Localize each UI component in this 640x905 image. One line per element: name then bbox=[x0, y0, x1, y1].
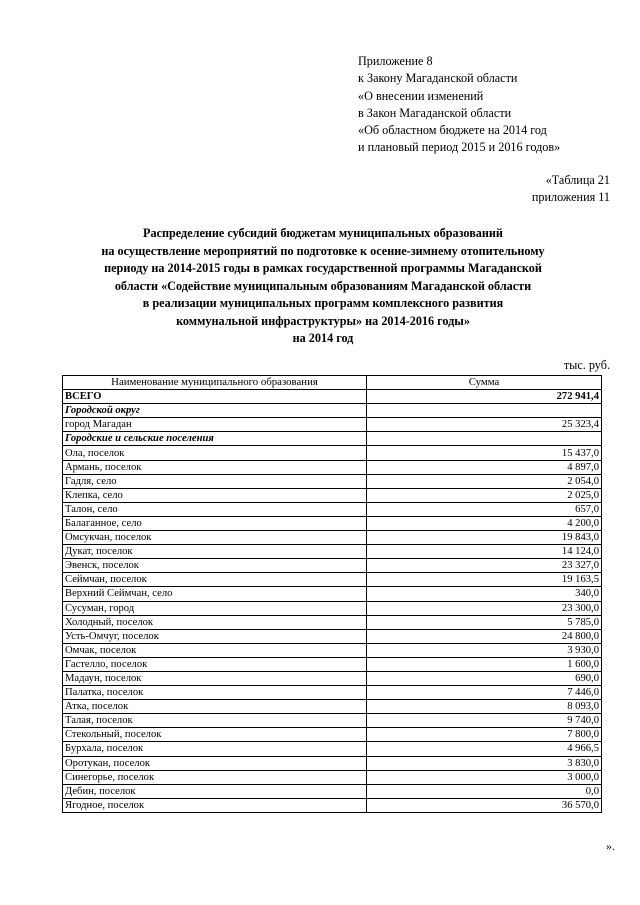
title-line: в реализации муниципальных программ комплексного развития bbox=[142, 296, 504, 310]
subsidy-amount: 23 300,0 bbox=[367, 601, 602, 615]
municipality-name: Стекольный, поселок bbox=[63, 728, 367, 742]
subsidy-amount: 690,0 bbox=[367, 671, 602, 685]
table-row bbox=[63, 601, 602, 615]
subsidy-amount: 4 897,0 bbox=[367, 460, 602, 474]
table-row bbox=[63, 573, 602, 587]
subsidy-amount: 657,0 bbox=[367, 502, 602, 516]
appendix-line: Приложение 8 bbox=[358, 54, 433, 68]
municipality-name: Верхний Сеймчан, село bbox=[63, 587, 367, 601]
table-reference-line: «Таблица 21 bbox=[545, 173, 610, 187]
document-title bbox=[40, 225, 606, 348]
municipality-name: Дукат, поселок bbox=[63, 545, 367, 559]
appendix-line: к Закону Магаданской области bbox=[358, 71, 518, 86]
header-sum-cell: Сумма bbox=[367, 376, 602, 390]
municipality-name: Мадаун, поселок bbox=[63, 671, 367, 685]
section-header-row bbox=[63, 404, 602, 418]
municipality-name: Атка, поселок bbox=[63, 700, 367, 714]
subsidy-amount: 1 600,0 bbox=[367, 657, 602, 671]
municipality-name: Сеймчан, поселок bbox=[63, 573, 367, 587]
table-row bbox=[63, 643, 602, 657]
section-title: Городские и сельские поселения bbox=[63, 432, 367, 446]
table-row bbox=[63, 784, 602, 798]
table-row bbox=[63, 418, 602, 432]
subsidy-amount: 5 785,0 bbox=[367, 615, 602, 629]
title-line: Распределение субсидий бюджетам муниципальных образований bbox=[143, 226, 503, 240]
table-row bbox=[63, 742, 602, 756]
municipality-name: Холодный, поселок bbox=[63, 615, 367, 629]
table-row bbox=[63, 714, 602, 728]
total-sum: 272 941,4 bbox=[367, 390, 602, 404]
municipality-name: Палатка, поселок bbox=[63, 686, 367, 700]
municipality-name: Гастелло, поселок bbox=[63, 657, 367, 671]
subsidy-amount: 340,0 bbox=[367, 587, 602, 601]
subsidy-amount: 7 446,0 bbox=[367, 686, 602, 700]
table-row bbox=[63, 502, 602, 516]
table-row bbox=[63, 700, 602, 714]
header-name-cell: Наименование муниципального образования bbox=[63, 376, 367, 390]
table-row bbox=[63, 756, 602, 770]
table-row bbox=[63, 587, 602, 601]
closing-quote: ». bbox=[606, 839, 615, 853]
subsidy-amount: 24 800,0 bbox=[367, 629, 602, 643]
municipality-name: Армань, поселок bbox=[63, 460, 367, 474]
subsidy-amount: 2 025,0 bbox=[367, 488, 602, 502]
total-row bbox=[63, 390, 602, 404]
total-label: ВСЕГО bbox=[63, 390, 367, 404]
municipality-name: Омсукчан, поселок bbox=[63, 531, 367, 545]
table-row bbox=[63, 531, 602, 545]
table-reference-line: приложения 11 bbox=[531, 190, 610, 205]
title-line: коммунальной инфраструктуры» на 2014-2016 годы» bbox=[176, 313, 470, 328]
appendix-line: «О внесении изменений bbox=[358, 88, 484, 103]
table-header-row bbox=[63, 376, 602, 390]
municipality-name: город Магадан bbox=[63, 418, 367, 432]
title-line: на осуществление мероприятий по подготовке к осенне-зимнему отопительному bbox=[101, 243, 545, 258]
section-title: Городской округ bbox=[63, 404, 367, 418]
table-row bbox=[63, 446, 602, 460]
table-row bbox=[63, 657, 602, 671]
municipality-name: Дебин, поселок bbox=[63, 784, 367, 798]
table-row bbox=[63, 460, 602, 474]
subsidy-amount: 23 327,0 bbox=[367, 559, 602, 573]
municipality-name: Гадля, село bbox=[63, 474, 367, 488]
subsidy-amount: 8 093,0 bbox=[367, 700, 602, 714]
table-row bbox=[63, 516, 602, 530]
municipality-name: Сусуман, город bbox=[63, 601, 367, 615]
subsidy-amount: 3 830,0 bbox=[367, 756, 602, 770]
municipality-name: Бурхала, поселок bbox=[63, 742, 367, 756]
title-line: на 2014 год bbox=[292, 331, 354, 345]
municipality-name: Клепка, село bbox=[63, 488, 367, 502]
subsidy-amount: 25 323,4 bbox=[367, 418, 602, 432]
subsidy-amount: 2 054,0 bbox=[367, 474, 602, 488]
units-label: тыс. руб. bbox=[563, 358, 610, 372]
subsidy-amount: 15 437,0 bbox=[367, 446, 602, 460]
municipality-name: Эвенск, поселок bbox=[63, 559, 367, 573]
municipality-name: Усть-Омчуг, поселок bbox=[63, 629, 367, 643]
section-sum-empty bbox=[367, 432, 602, 446]
table-row bbox=[63, 686, 602, 700]
municipality-name: Омчак, поселок bbox=[63, 643, 367, 657]
subsidy-amount: 36 570,0 bbox=[367, 798, 602, 812]
subsidy-amount: 9 740,0 bbox=[367, 714, 602, 728]
subsidy-amount: 7 800,0 bbox=[367, 728, 602, 742]
municipality-name: Талон, село bbox=[63, 502, 367, 516]
section-sum-empty bbox=[367, 404, 602, 418]
appendix-line: в Закон Магаданской области bbox=[358, 105, 512, 120]
table-reference bbox=[532, 172, 610, 207]
subsidy-amount: 3 000,0 bbox=[367, 770, 602, 784]
appendix-line: «Об областном бюджете на 2014 год bbox=[358, 123, 547, 138]
appendix-line: и плановый период 2015 и 2016 годов» bbox=[358, 140, 561, 155]
table-row bbox=[63, 615, 602, 629]
subsidy-amount: 0,0 bbox=[367, 784, 602, 798]
title-line: периоду на 2014-2015 годы в рамках государственной программы Магаданской bbox=[104, 261, 542, 275]
table-row bbox=[63, 545, 602, 559]
subsidy-amount: 4 966,5 bbox=[367, 742, 602, 756]
subsidy-amount: 14 124,0 bbox=[367, 545, 602, 559]
table-row bbox=[63, 488, 602, 502]
municipality-name: Ягодное, поселок bbox=[63, 798, 367, 812]
municipality-name: Талая, поселок bbox=[63, 714, 367, 728]
title-line: области «Содействие муниципальным образованиям Магаданской области bbox=[114, 278, 532, 293]
table-row bbox=[63, 629, 602, 643]
table-row bbox=[63, 728, 602, 742]
subsidy-table bbox=[62, 375, 602, 813]
municipality-name: Балаганное, село bbox=[63, 516, 367, 530]
table-row bbox=[63, 559, 602, 573]
subsidy-amount: 3 930,0 bbox=[367, 643, 602, 657]
municipality-name: Оротукан, поселок bbox=[63, 756, 367, 770]
subsidy-amount: 19 843,0 bbox=[367, 531, 602, 545]
municipality-name: Ола, поселок bbox=[63, 446, 367, 460]
subsidy-amount: 19 163,5 bbox=[367, 573, 602, 587]
appendix-header bbox=[358, 53, 560, 157]
subsidy-amount: 4 200,0 bbox=[367, 516, 602, 530]
table-row bbox=[63, 474, 602, 488]
table-row bbox=[63, 798, 602, 812]
section-header-row bbox=[63, 432, 602, 446]
municipality-name: Синегорье, поселок bbox=[63, 770, 367, 784]
table-row bbox=[63, 671, 602, 685]
table-row bbox=[63, 770, 602, 784]
